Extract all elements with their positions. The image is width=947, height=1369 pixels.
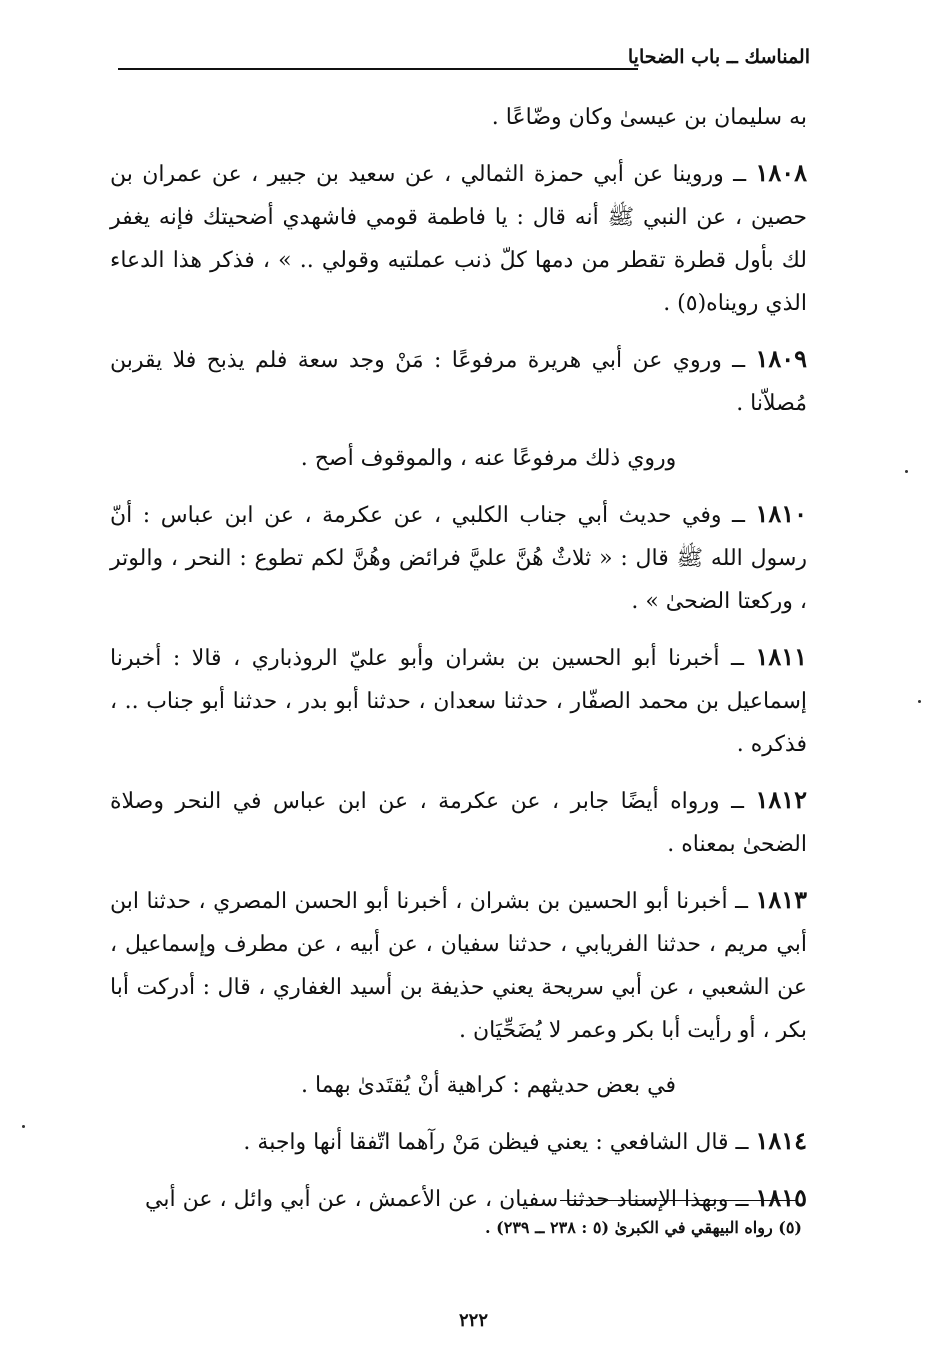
scan-speck bbox=[22, 1125, 25, 1128]
hadith-number: ١٨٠٩ bbox=[755, 344, 807, 373]
paragraph-text: ــ وفي حديث أبي جناب الكلبي ، عن عكرمة ، عن ابن عباس : أنّ رسول الله ﷺ قال : « ثلاثٌ هُنَّ عليَّ فرائض وهُنَّ لكم تطوع : النحر ، والوتر ، وركعتا الضحىٰ » . bbox=[110, 503, 807, 614]
hadith-number: ١٨١٥ bbox=[755, 1183, 807, 1212]
hadith-number: ١٨٠٨ bbox=[755, 158, 807, 187]
hadith-number: ١٨١٤ bbox=[755, 1126, 807, 1155]
paragraph-text: ــ وروينا عن أبي حمزة الثمالي ، عن سعيد بن جبير ، عن عمران بن حصين ، عن النبي ﷺ أنه قال : يا فاطمة قومي فاشهدي أضحيتك فإنه يغفر لك بأول قطرة تقطر من دمها كلّ ذنب عملتيه وقولي .. » ، فذكر هذا الدعاء الذي رويناه(٥) . bbox=[110, 162, 807, 316]
footnote: (٥) رواه البيهقي في الكبرىٰ (٥ : ٢٣٨ ــ ٢٣٩) . bbox=[485, 1218, 802, 1237]
paragraph-text: ــ قال الشافعي : يعني فيظن مَنْ رآهما اتّفقا أنها واجبة . bbox=[243, 1130, 756, 1155]
paragraph-text: ــ وروي عن أبي هريرة مرفوعًا : مَنْ وجد سعة فلم يذبح فلا يقربن مُصلاّنا . bbox=[110, 348, 807, 416]
footnote-rule bbox=[560, 1200, 798, 1201]
hadith-1810 bbox=[110, 492, 807, 623]
hadith-1813 bbox=[110, 878, 807, 1052]
hadith-1814 bbox=[110, 1119, 807, 1164]
header-title: المناسك ــ باب الضحايا bbox=[627, 46, 810, 68]
page-number: ٢٢٢ bbox=[458, 1310, 488, 1331]
hadith-1808 bbox=[110, 151, 807, 325]
scan-speck bbox=[905, 470, 908, 473]
paragraph-text: ــ وبهذا الإسناد حدثنا سفيان ، عن الأعمش ، عن أبي وائل ، عن أبي bbox=[145, 1187, 756, 1212]
hadith-number: ١٨١٣ bbox=[755, 885, 807, 914]
hadith-1809 bbox=[110, 337, 807, 425]
paragraph-continuation bbox=[110, 96, 807, 139]
paragraph-note bbox=[110, 1064, 807, 1107]
running-header bbox=[110, 42, 810, 82]
paragraph-text: ــ ورواه أيضًا جابر ، عن عكرمة ، عن ابن عباس في النحر وصلاة الضحىٰ بمعناه . bbox=[110, 789, 807, 857]
paragraph-note bbox=[110, 437, 807, 480]
paragraph-text: ــ أخبرنا أبو الحسين بن بشران وأبو عليّ الروذباري ، قالا : أخبرنا إسماعيل بن محمد الصفّار ، حدثنا سعدان ، حدثنا أبو بدر ، حدثنا أبو جناب .. ، فذكره . bbox=[110, 646, 807, 757]
hadith-1812 bbox=[110, 778, 807, 866]
hadith-number: ١٨١٢ bbox=[755, 785, 807, 814]
hadith-number: ١٨١٠ bbox=[755, 499, 807, 528]
header-rule bbox=[118, 68, 638, 70]
paragraph-text: به سليمان بن عيسىٰ وكان وضّاعًا . bbox=[491, 105, 807, 130]
paragraph-text: وروي ذلك مرفوعًا عنه ، والموقوف أصح . bbox=[300, 446, 677, 471]
hadith-1815 bbox=[110, 1176, 807, 1221]
hadith-1811 bbox=[110, 635, 807, 766]
scan-speck bbox=[918, 700, 921, 703]
paragraph-text: في بعض حديثهم : كراهية أنْ يُقتَدىٰ بهما . bbox=[301, 1073, 676, 1098]
hadith-number: ١٨١١ bbox=[755, 642, 807, 671]
paragraph-text: ــ أخبرنا أبو الحسين بن بشران ، أخبرنا أبو الحسن المصري ، حدثنا ابن أبي مريم ، حدثنا الفريابي ، حدثنا سفيان ، عن أبيه ، عن مطرف وإسماعيل ، عن الشعبي ، عن أبي سريحة يعني حذيفة بن أسيد الغفاري ، قال : أدركت أبا بكر ، أو رأيت أبا بكر وعمر لا يُضَحِّيَان . bbox=[110, 889, 807, 1043]
main-text bbox=[110, 96, 807, 1233]
